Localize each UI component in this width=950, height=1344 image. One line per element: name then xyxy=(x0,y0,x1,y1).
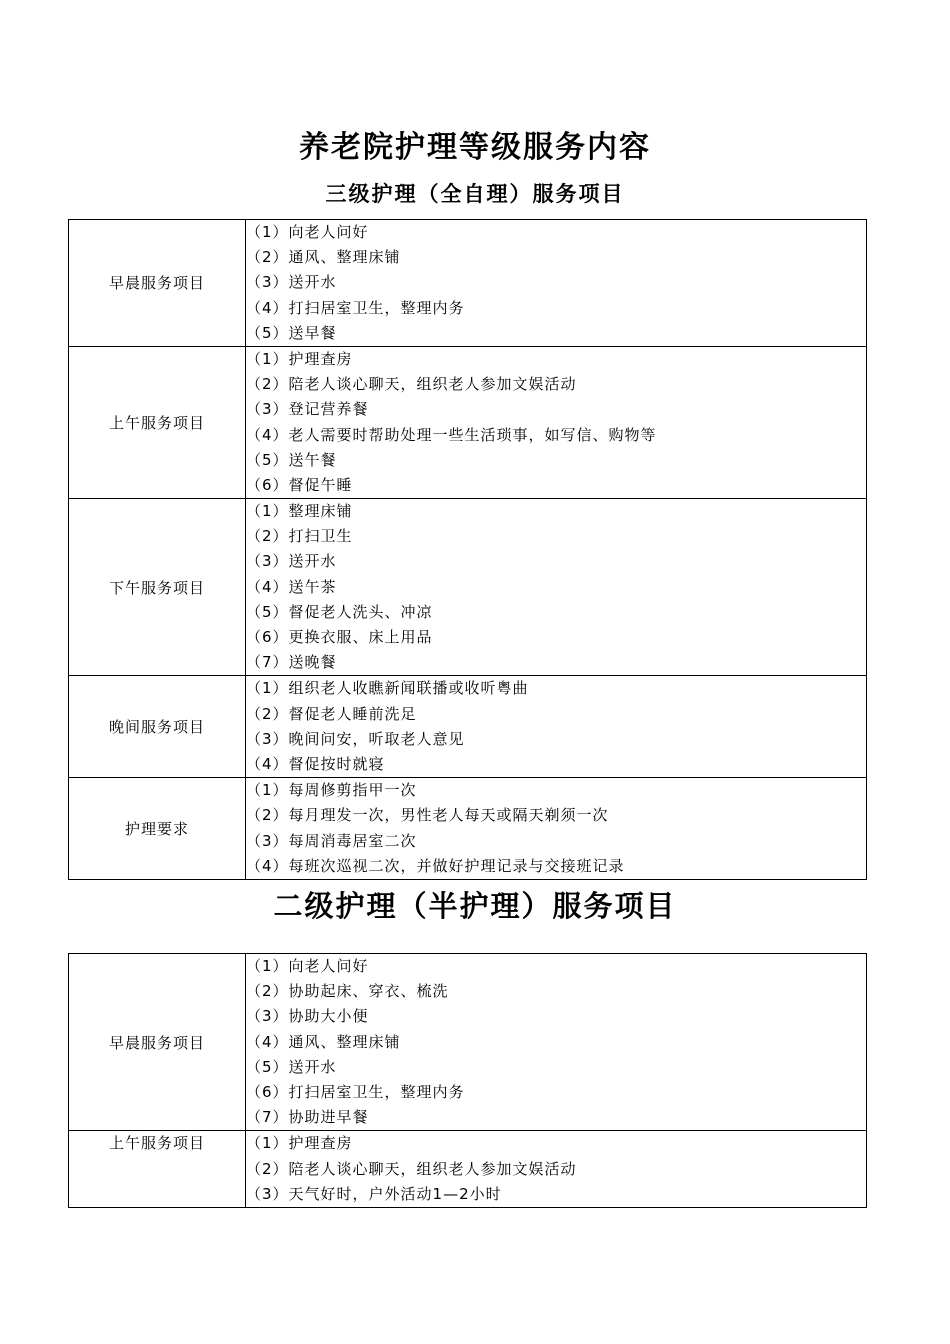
category-cell: 早晨服务项目 xyxy=(69,220,246,347)
service-table-level-2 xyxy=(68,953,867,1208)
list-item: （1）每周修剪指甲一次 xyxy=(246,781,417,800)
list-item: （1）护理查房 xyxy=(246,1134,353,1153)
list-item: （5）送早餐 xyxy=(246,323,337,342)
list-item: （4）打扫居室卫生，整理内务 xyxy=(246,298,465,317)
list-item: （2）每月理发一次，男性老人每天或隔天剃须一次 xyxy=(246,806,609,825)
items-cell xyxy=(246,676,867,778)
list-item: （3）协助大小便 xyxy=(246,1007,369,1026)
table-row xyxy=(69,499,867,676)
list-item: （1）整理床铺 xyxy=(246,502,353,521)
list-item: （2）协助起床、穿衣、梳洗 xyxy=(246,982,449,1001)
table-row xyxy=(69,954,867,1131)
list-item: （4）通风、整理床铺 xyxy=(246,1032,401,1051)
items-cell xyxy=(246,778,867,880)
section-title-level-3: 三级护理（全自理）服务项目 xyxy=(325,182,625,206)
category-cell: 晚间服务项目 xyxy=(69,676,246,778)
list-item: （4）老人需要时帮助处理一些生活琐事，如写信、购物等 xyxy=(246,425,657,444)
items-cell xyxy=(246,220,867,347)
list-item: （3）每周消毒居室二次 xyxy=(246,831,417,850)
list-item: （1）向老人问好 xyxy=(246,223,369,241)
list-item: （7）协助进早餐 xyxy=(246,1108,369,1127)
list-item: （4）督促按时就寝 xyxy=(246,754,385,773)
list-item: （6）打扫居室卫生，整理内务 xyxy=(246,1082,465,1101)
category-cell: 下午服务项目 xyxy=(69,499,246,676)
list-item: （1）向老人问好 xyxy=(246,957,369,975)
list-item: （3）晚间问安，听取老人意见 xyxy=(246,729,465,748)
table-row xyxy=(69,676,867,778)
table-row xyxy=(69,220,867,347)
list-item: （5）送开水 xyxy=(246,1057,337,1076)
table-row xyxy=(69,346,867,498)
list-item: （4）每班次巡视二次，并做好护理记录与交接班记录 xyxy=(246,856,625,875)
list-item: （2）打扫卫生 xyxy=(246,527,353,546)
list-item: （6）督促午睡 xyxy=(246,475,353,494)
list-item: （2）陪老人谈心聊天，组织老人参加文娱活动 xyxy=(246,1159,577,1178)
list-item: （5）送午餐 xyxy=(246,450,337,469)
list-item: （5）督促老人洗头、冲凉 xyxy=(246,602,433,621)
document-title: 养老院护理等级服务内容 xyxy=(299,130,651,165)
list-item: （2）督促老人睡前洗足 xyxy=(246,704,417,723)
items-cell xyxy=(246,954,867,1131)
items-cell xyxy=(246,346,867,498)
category-cell: 上午服务项目 xyxy=(69,346,246,498)
category-cell: 上午服务项目 xyxy=(69,1131,246,1208)
service-table-level-3 xyxy=(68,219,867,880)
list-item: （2）陪老人谈心聊天，组织老人参加文娱活动 xyxy=(246,375,577,394)
list-item: （6）更换衣服、床上用品 xyxy=(246,628,433,646)
list-item: （3）登记营养餐 xyxy=(246,400,369,419)
category-cell: 早晨服务项目 xyxy=(69,954,246,1131)
list-item: （3）天气好时，户外活动1—2小时 xyxy=(246,1184,502,1203)
category-cell: 护理要求 xyxy=(69,778,246,880)
list-item: （4）送午茶 xyxy=(246,577,337,596)
list-item: （7）送晚餐 xyxy=(246,653,337,672)
list-item: （3）送开水 xyxy=(246,552,337,571)
items-cell xyxy=(246,1131,867,1208)
list-item: （2）通风、整理床铺 xyxy=(246,248,401,267)
items-cell xyxy=(246,499,867,676)
list-item: （1）组织老人收瞧新闻联播或收听粤曲 xyxy=(246,679,529,698)
table-row xyxy=(69,778,867,880)
table-row xyxy=(69,1131,867,1208)
section-title-level-2: 二级护理（半护理）服务项目 xyxy=(273,889,677,923)
list-item: （3）送开水 xyxy=(246,273,337,292)
list-item: （1）护理查房 xyxy=(246,349,353,368)
